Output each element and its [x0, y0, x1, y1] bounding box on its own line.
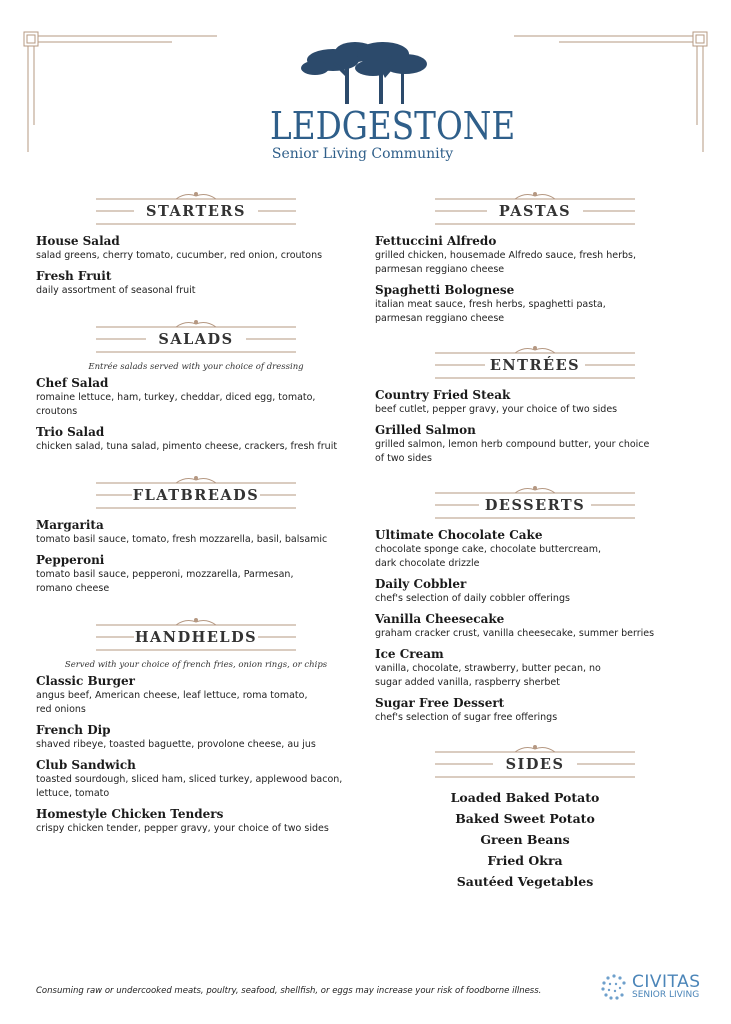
item-description: chef's selection of daily cobbler offerings [375, 593, 570, 604]
item-description: grilled chicken, housemade Alfredo sauce, fresh herbs, parmesan reggiano cheese [375, 250, 636, 275]
brand-logo [255, 40, 516, 170]
item-name: Trio Salad [36, 425, 105, 439]
section-header-starters [96, 190, 296, 230]
menu-item [36, 376, 356, 419]
civitas-dots-icon [598, 972, 630, 1002]
corner-ornament-right [514, 30, 709, 155]
section-header-flatbreads [96, 474, 296, 514]
item-description: italian meat sauce, fresh herbs, spaghetti pasta, parmesan reggiano cheese [375, 299, 606, 324]
item-name: Chef Salad [36, 376, 109, 390]
section-title-handhelds: HANDHELDS [134, 629, 258, 646]
menu-item [36, 518, 356, 547]
item-name: Pepperoni [36, 553, 105, 567]
item-description: beef cutlet, pepper gravy, your choice of two sides [375, 404, 618, 415]
item-name: House Salad [36, 234, 120, 248]
section-title-flatbreads: FLATBREADS [132, 487, 260, 504]
menu-item [36, 674, 356, 717]
starters-section [36, 190, 356, 298]
side-item: Green Beans [480, 832, 570, 847]
item-description: tomato basil sauce, pepperoni, mozzarella, Parmesan, romano cheese [36, 569, 294, 594]
item-description: chef's selection of sugar free offerings [375, 712, 558, 723]
brand-tagline: Senior Living Community [271, 146, 454, 162]
pastas-section [375, 190, 675, 326]
menu-item [375, 234, 675, 277]
item-name: Country Fried Steak [375, 388, 511, 402]
brand-name: LEDGESTONE [270, 104, 516, 148]
tree-logo-icon [255, 40, 470, 106]
section-title-starters: STARTERS [146, 203, 246, 220]
item-description: chocolate sponge cake, chocolate buttercream, dark chocolate drizzle [375, 544, 601, 569]
item-name: Ultimate Chocolate Cake [375, 528, 543, 542]
item-description: daily assortment of seasonal fruit [36, 285, 196, 296]
menu-item [375, 388, 675, 417]
menu-item [36, 553, 356, 596]
desserts-section [375, 484, 675, 725]
right-column [375, 190, 675, 892]
civitas-logo [598, 972, 708, 1002]
menu-item [36, 269, 356, 298]
menu-item [375, 283, 675, 326]
item-name: Daily Cobbler [375, 577, 467, 591]
menu-item [375, 423, 675, 466]
menu-item [36, 807, 356, 836]
section-note: Entrée salads served with your choice of dressing [88, 362, 304, 372]
section-note: Served with your choice of french fries, onion rings, or chips [64, 660, 328, 670]
side-item: Sautéed Vegetables [456, 874, 594, 889]
item-name: Fettuccini Alfredo [375, 234, 497, 248]
menu-item [36, 723, 356, 752]
section-title-entrees: ENTRÉES [489, 357, 581, 374]
section-title-sides: SIDES [505, 756, 565, 773]
item-description: chicken salad, tuna salad, pimento cheese, crackers, fresh fruit [36, 441, 338, 452]
menu-item [36, 758, 356, 801]
section-title-desserts: DESSERTS [484, 497, 586, 514]
menu-item [375, 612, 675, 641]
item-description: vanilla, chocolate, strawberry, butter pecan, no sugar added vanilla, raspberry sherbet [375, 663, 601, 688]
item-name: Ice Cream [375, 647, 444, 661]
item-description: shaved ribeye, toasted baguette, provolone cheese, au jus [36, 739, 316, 750]
item-name: French Dip [36, 723, 111, 737]
item-name: Sugar Free Dessert [375, 696, 505, 710]
item-description: grilled salmon, lemon herb compound butter, your choice of two sides [375, 439, 650, 464]
section-header-desserts [435, 484, 635, 524]
menu-item [36, 234, 356, 263]
handhelds-section [36, 616, 356, 836]
item-name: Classic Burger [36, 674, 135, 688]
section-header-pastas [435, 190, 635, 230]
section-header-handhelds [96, 616, 296, 656]
section-header-sides [435, 743, 635, 783]
left-column [36, 190, 356, 842]
item-description: salad greens, cherry tomato, cucumber, red onion, croutons [36, 250, 323, 261]
salads-section [36, 318, 356, 454]
section-header-entrees [435, 344, 635, 384]
item-name: Homestyle Chicken Tenders [36, 807, 224, 821]
item-description: toasted sourdough, sliced ham, sliced turkey, applewood bacon, lettuce, tomato [36, 774, 343, 799]
item-name: Margarita [36, 518, 104, 532]
entrees-section [375, 344, 675, 466]
section-header-salads [96, 318, 296, 358]
item-description: romaine lettuce, ham, turkey, cheddar, diced egg, tomato, croutons [36, 392, 316, 417]
item-description: tomato basil sauce, tomato, fresh mozzarella, basil, balsamic [36, 534, 328, 545]
sides-section [375, 743, 675, 892]
section-title-salads: SALADS [158, 331, 234, 348]
civitas-name: CIVITAS [632, 972, 701, 992]
item-name: Vanilla Cheesecake [375, 612, 505, 626]
section-title-pastas: PASTAS [498, 203, 572, 220]
item-description: crispy chicken tender, pepper gravy, your choice of two sides [36, 823, 329, 834]
menu-item [375, 647, 675, 690]
civitas-subtitle: SENIOR LIVING [632, 990, 700, 1000]
sides-list [375, 787, 675, 892]
item-name: Club Sandwich [36, 758, 136, 772]
side-item: Loaded Baked Potato [450, 790, 600, 805]
food-safety-disclaimer: Consuming raw or undercooked meats, poultry, seafood, shellfish, or eggs may increase your risk of foodborne illness. [36, 986, 542, 996]
menu-item [36, 425, 356, 454]
side-item: Fried Okra [487, 853, 563, 868]
flatbreads-section [36, 474, 356, 596]
item-description: graham cracker crust, vanilla cheesecake, summer berries [375, 628, 655, 639]
item-name: Spaghetti Bolognese [375, 283, 515, 297]
item-name: Grilled Salmon [375, 423, 476, 437]
menu-item [375, 696, 675, 725]
menu-item [375, 577, 675, 606]
side-item: Baked Sweet Potato [455, 811, 595, 826]
menu-item [375, 528, 675, 571]
item-name: Fresh Fruit [36, 269, 112, 283]
corner-ornament-left [22, 30, 217, 155]
item-description: angus beef, American cheese, leaf lettuce, roma tomato, red onions [36, 690, 308, 715]
